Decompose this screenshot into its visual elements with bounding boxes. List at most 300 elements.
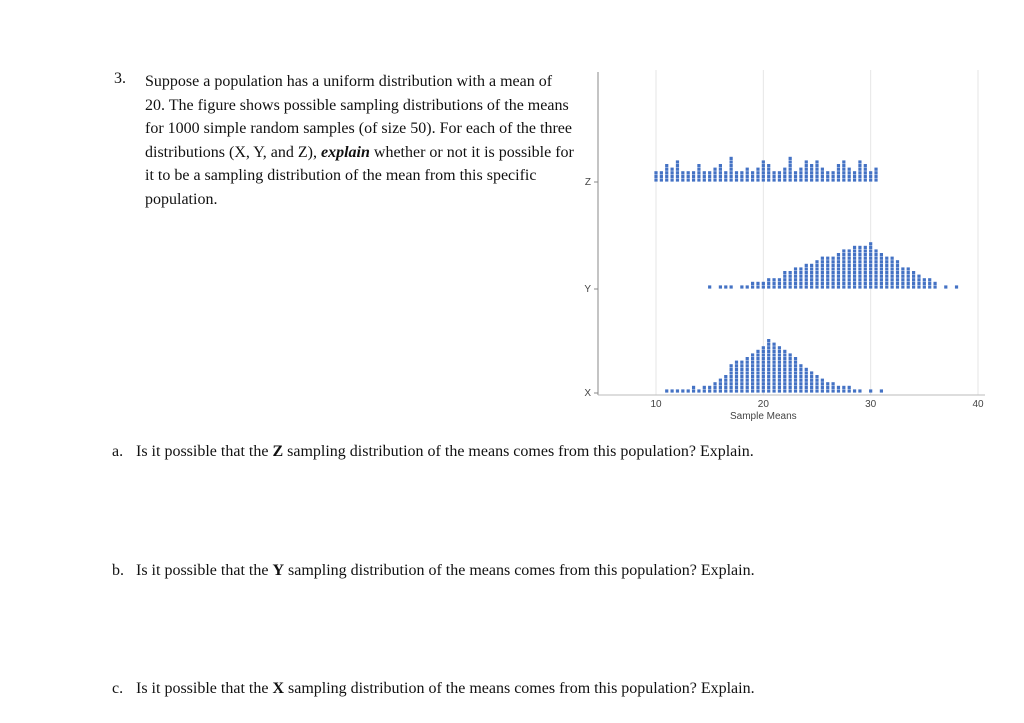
dot-Z bbox=[681, 175, 684, 178]
dot-Y bbox=[853, 257, 856, 260]
dot-Y bbox=[907, 282, 910, 285]
dot-X bbox=[687, 389, 690, 392]
dot-Y bbox=[880, 257, 883, 260]
dot-X bbox=[805, 368, 808, 371]
dot-X bbox=[799, 371, 802, 374]
dot-Y bbox=[858, 271, 861, 274]
dot-Z bbox=[778, 175, 781, 178]
dot-X bbox=[756, 368, 759, 371]
dot-X bbox=[746, 357, 749, 360]
dot-X bbox=[756, 361, 759, 364]
dot-Y bbox=[772, 282, 775, 285]
dot-X bbox=[762, 371, 765, 374]
dot-X bbox=[767, 389, 770, 392]
dot-Y bbox=[799, 285, 802, 288]
dot-Y bbox=[901, 271, 904, 274]
dot-X bbox=[832, 389, 835, 392]
dot-Y bbox=[907, 275, 910, 278]
dot-X bbox=[880, 389, 883, 392]
dot-Y bbox=[832, 285, 835, 288]
dot-Z bbox=[756, 168, 759, 171]
dot-X bbox=[746, 389, 749, 392]
dot-X bbox=[724, 386, 727, 389]
dot-Y bbox=[848, 282, 851, 285]
dot-Z bbox=[805, 171, 808, 174]
dot-Y bbox=[864, 285, 867, 288]
dot-X bbox=[772, 371, 775, 374]
dot-X bbox=[740, 368, 743, 371]
dot-X bbox=[740, 361, 743, 364]
dot-X bbox=[772, 364, 775, 367]
dot-Y bbox=[933, 285, 936, 288]
dot-Y bbox=[891, 264, 894, 267]
dot-Y bbox=[917, 285, 920, 288]
dot-Y bbox=[896, 285, 899, 288]
dot-Y bbox=[853, 253, 856, 256]
dot-X bbox=[794, 371, 797, 374]
dot-Z bbox=[815, 171, 818, 174]
dot-X bbox=[794, 386, 797, 389]
dot-X bbox=[842, 386, 845, 389]
dot-Y bbox=[794, 271, 797, 274]
dot-Y bbox=[832, 267, 835, 270]
dot-Y bbox=[746, 285, 749, 288]
dot-Y bbox=[832, 282, 835, 285]
dot-Y bbox=[815, 264, 818, 267]
dot-Y bbox=[880, 285, 883, 288]
dot-Z bbox=[762, 164, 765, 167]
dot-X bbox=[805, 386, 808, 389]
dot-Y bbox=[842, 275, 845, 278]
dot-X bbox=[713, 389, 716, 392]
dot-X bbox=[756, 357, 759, 360]
dot-Y bbox=[896, 278, 899, 281]
dot-X bbox=[772, 353, 775, 356]
dot-Y bbox=[869, 260, 872, 263]
dot-X bbox=[724, 382, 727, 385]
dot-X bbox=[794, 375, 797, 378]
dot-Y bbox=[789, 271, 792, 274]
part-c-post: sampling distribution of the means comes from this population? Explain. bbox=[284, 680, 755, 697]
dot-Y bbox=[730, 285, 733, 288]
dot-Z bbox=[665, 168, 668, 171]
dot-Z bbox=[767, 164, 770, 167]
dot-X bbox=[746, 379, 749, 382]
dot-Z bbox=[826, 175, 829, 178]
dot-X bbox=[837, 386, 840, 389]
dot-Y bbox=[826, 257, 829, 260]
dot-Y bbox=[853, 271, 856, 274]
dot-Z bbox=[821, 171, 824, 174]
dot-Y bbox=[778, 285, 781, 288]
dot-X bbox=[735, 375, 738, 378]
dot-Z bbox=[837, 168, 840, 171]
dot-Y bbox=[826, 271, 829, 274]
dot-X bbox=[821, 386, 824, 389]
dot-Y bbox=[837, 253, 840, 256]
dot-Z bbox=[697, 168, 700, 171]
dot-Z bbox=[735, 178, 738, 181]
dot-Z bbox=[665, 178, 668, 181]
dot-X bbox=[740, 379, 743, 382]
dot-Z bbox=[713, 171, 716, 174]
dot-Y bbox=[837, 257, 840, 260]
dot-X bbox=[762, 386, 765, 389]
dot-Z bbox=[730, 168, 733, 171]
dot-Y bbox=[832, 275, 835, 278]
dot-X bbox=[778, 346, 781, 349]
dot-Y bbox=[821, 282, 824, 285]
dot-X bbox=[778, 379, 781, 382]
dot-Y bbox=[848, 278, 851, 281]
dot-Z bbox=[832, 175, 835, 178]
dot-X bbox=[772, 361, 775, 364]
dot-Y bbox=[751, 285, 754, 288]
dot-Y bbox=[858, 246, 861, 249]
dot-Z bbox=[810, 175, 813, 178]
dot-X bbox=[703, 389, 706, 392]
dot-Z bbox=[789, 157, 792, 160]
dot-Y bbox=[869, 285, 872, 288]
question-text-emphasis: explain bbox=[321, 143, 370, 161]
dot-Z bbox=[772, 171, 775, 174]
dot-Y bbox=[885, 275, 888, 278]
dot-Y bbox=[821, 275, 824, 278]
dot-Z bbox=[719, 171, 722, 174]
y-label-X: X bbox=[584, 388, 591, 399]
part-a-var: Z bbox=[272, 443, 284, 460]
dot-Y bbox=[869, 257, 872, 260]
dot-Y bbox=[874, 260, 877, 263]
dot-Z bbox=[692, 178, 695, 181]
dot-X bbox=[799, 379, 802, 382]
dot-Y bbox=[783, 278, 786, 281]
dot-Y bbox=[783, 271, 786, 274]
dot-X bbox=[762, 346, 765, 349]
dot-Y bbox=[832, 260, 835, 263]
dot-Z bbox=[842, 164, 845, 167]
dot-Y bbox=[869, 278, 872, 281]
dot-Z bbox=[735, 175, 738, 178]
dot-Z bbox=[869, 175, 872, 178]
dot-Z bbox=[837, 175, 840, 178]
dot-Z bbox=[719, 175, 722, 178]
dot-Y bbox=[778, 278, 781, 281]
dot-Y bbox=[917, 275, 920, 278]
dot-Y bbox=[891, 260, 894, 263]
dot-Y bbox=[907, 271, 910, 274]
dot-X bbox=[762, 353, 765, 356]
part-b-letter: b. bbox=[112, 562, 124, 579]
dot-X bbox=[740, 382, 743, 385]
dot-Y bbox=[880, 271, 883, 274]
dot-Z bbox=[874, 175, 877, 178]
dot-Y bbox=[917, 278, 920, 281]
dot-Z bbox=[864, 164, 867, 167]
dot-X bbox=[740, 371, 743, 374]
x-tick-label-20: 20 bbox=[757, 399, 769, 410]
dot-Z bbox=[730, 157, 733, 160]
dot-Z bbox=[772, 178, 775, 181]
dot-Z bbox=[687, 171, 690, 174]
dot-Y bbox=[815, 260, 818, 263]
dot-Z bbox=[842, 160, 845, 163]
dot-Z bbox=[724, 175, 727, 178]
dot-X bbox=[751, 364, 754, 367]
dot-X bbox=[762, 357, 765, 360]
dot-Z bbox=[821, 175, 824, 178]
dot-X bbox=[832, 382, 835, 385]
dot-Y bbox=[853, 282, 856, 285]
dot-X bbox=[772, 346, 775, 349]
dot-Y bbox=[821, 278, 824, 281]
dot-Z bbox=[853, 178, 856, 181]
dot-Z bbox=[676, 171, 679, 174]
dot-Y bbox=[874, 278, 877, 281]
dot-Y bbox=[842, 260, 845, 263]
dot-Y bbox=[874, 275, 877, 278]
dot-X bbox=[783, 386, 786, 389]
dot-Y bbox=[805, 282, 808, 285]
dot-X bbox=[767, 382, 770, 385]
question-number: 3. bbox=[114, 70, 126, 87]
dot-Y bbox=[896, 264, 899, 267]
dot-Y bbox=[907, 285, 910, 288]
dot-X bbox=[724, 375, 727, 378]
dot-X bbox=[730, 386, 733, 389]
dot-X bbox=[794, 357, 797, 360]
dot-X bbox=[848, 389, 851, 392]
dot-X bbox=[778, 382, 781, 385]
dot-Z bbox=[687, 175, 690, 178]
dot-Y bbox=[864, 275, 867, 278]
dot-Z bbox=[864, 178, 867, 181]
dot-X bbox=[772, 375, 775, 378]
dot-Z bbox=[874, 168, 877, 171]
dot-Y bbox=[907, 278, 910, 281]
dot-Z bbox=[832, 171, 835, 174]
dot-Y bbox=[789, 278, 792, 281]
dot-Z bbox=[767, 175, 770, 178]
dot-X bbox=[730, 379, 733, 382]
part-c-pre: Is it possible that the bbox=[136, 680, 273, 697]
dot-Z bbox=[815, 178, 818, 181]
dot-Z bbox=[660, 175, 663, 178]
dot-Z bbox=[713, 178, 716, 181]
dot-Y bbox=[923, 282, 926, 285]
dot-Y bbox=[751, 282, 754, 285]
part-b-pre: Is it possible that the bbox=[136, 562, 273, 579]
dot-Y bbox=[810, 285, 813, 288]
dot-Y bbox=[799, 278, 802, 281]
dot-Z bbox=[671, 175, 674, 178]
dot-Y bbox=[767, 282, 770, 285]
dot-Z bbox=[874, 178, 877, 181]
dot-Y bbox=[858, 267, 861, 270]
dot-X bbox=[735, 386, 738, 389]
dot-Y bbox=[842, 249, 845, 252]
dot-Y bbox=[848, 271, 851, 274]
dot-Y bbox=[719, 285, 722, 288]
dot-Y bbox=[928, 278, 931, 281]
dot-X bbox=[783, 368, 786, 371]
dot-Y bbox=[874, 249, 877, 252]
dot-Y bbox=[848, 275, 851, 278]
dot-Z bbox=[842, 168, 845, 171]
dot-Y bbox=[826, 285, 829, 288]
dot-Y bbox=[815, 267, 818, 270]
dot-Z bbox=[778, 171, 781, 174]
dot-Y bbox=[885, 282, 888, 285]
dot-X bbox=[789, 386, 792, 389]
dot-Y bbox=[821, 271, 824, 274]
dot-X bbox=[713, 382, 716, 385]
dot-X bbox=[783, 389, 786, 392]
dot-X bbox=[848, 386, 851, 389]
dot-Y bbox=[869, 249, 872, 252]
dot-Z bbox=[703, 175, 706, 178]
dot-Z bbox=[730, 178, 733, 181]
dot-Z bbox=[848, 175, 851, 178]
question-text-1: Suppose a population has a uniform distribution with a mean of 20. The figure shows possible sampling distributions of the means for 1000 simple random samples (of size 50). For each of the three distributions (X, Y, and Z), bbox=[145, 73, 572, 161]
dot-X bbox=[762, 379, 765, 382]
dot-Y bbox=[848, 249, 851, 252]
dot-Y bbox=[858, 278, 861, 281]
dot-Z bbox=[740, 175, 743, 178]
dot-X bbox=[692, 389, 695, 392]
dot-Y bbox=[917, 282, 920, 285]
dot-Z bbox=[724, 171, 727, 174]
dot-Z bbox=[676, 160, 679, 163]
dot-Y bbox=[837, 282, 840, 285]
dot-Z bbox=[708, 175, 711, 178]
dot-Z bbox=[756, 171, 759, 174]
dot-Y bbox=[885, 278, 888, 281]
dot-X bbox=[697, 389, 700, 392]
dot-X bbox=[799, 382, 802, 385]
dot-Z bbox=[853, 175, 856, 178]
dot-X bbox=[730, 382, 733, 385]
dot-Z bbox=[815, 175, 818, 178]
dot-X bbox=[735, 389, 738, 392]
dot-Z bbox=[805, 168, 808, 171]
dot-X bbox=[783, 379, 786, 382]
dot-Z bbox=[767, 178, 770, 181]
dot-X bbox=[730, 375, 733, 378]
dot-X bbox=[815, 389, 818, 392]
dot-Z bbox=[751, 175, 754, 178]
dot-Y bbox=[864, 249, 867, 252]
part-b-post: sampling distribution of the means comes from this population? Explain. bbox=[284, 562, 755, 579]
dot-X bbox=[767, 364, 770, 367]
dot-Z bbox=[692, 175, 695, 178]
dot-X bbox=[767, 343, 770, 346]
dot-Y bbox=[810, 275, 813, 278]
dot-Z bbox=[858, 168, 861, 171]
dot-X bbox=[794, 361, 797, 364]
dot-Y bbox=[869, 246, 872, 249]
x-tick-label-10: 10 bbox=[650, 399, 662, 410]
dot-Y bbox=[832, 278, 835, 281]
dot-Y bbox=[896, 275, 899, 278]
question-text-2: whether or not it is possible for it to be a sampling distribution of the mean from this specific population. bbox=[145, 143, 574, 208]
dot-Y bbox=[815, 282, 818, 285]
dot-Y bbox=[821, 285, 824, 288]
dot-Y bbox=[848, 285, 851, 288]
dot-X bbox=[740, 386, 743, 389]
dot-X bbox=[853, 389, 856, 392]
dot-Y bbox=[762, 282, 765, 285]
dot-Z bbox=[676, 168, 679, 171]
dot-Y bbox=[842, 271, 845, 274]
dot-Y bbox=[896, 267, 899, 270]
dot-Z bbox=[864, 168, 867, 171]
dot-Z bbox=[821, 178, 824, 181]
dot-Z bbox=[815, 160, 818, 163]
dot-Y bbox=[794, 282, 797, 285]
part-b-var: Y bbox=[272, 562, 284, 579]
dot-Z bbox=[654, 171, 657, 174]
dot-X bbox=[713, 386, 716, 389]
dot-X bbox=[858, 389, 861, 392]
dot-Y bbox=[880, 260, 883, 263]
dot-Y bbox=[874, 257, 877, 260]
dot-Z bbox=[676, 178, 679, 181]
dot-Y bbox=[901, 282, 904, 285]
dot-Z bbox=[676, 175, 679, 178]
dot-Y bbox=[853, 249, 856, 252]
dot-X bbox=[746, 361, 749, 364]
dot-X bbox=[772, 386, 775, 389]
dot-X bbox=[794, 364, 797, 367]
dot-Z bbox=[762, 168, 765, 171]
dot-Y bbox=[789, 285, 792, 288]
dot-Y bbox=[858, 285, 861, 288]
dot-X bbox=[778, 371, 781, 374]
dot-Z bbox=[842, 178, 845, 181]
dot-X bbox=[772, 382, 775, 385]
dot-X bbox=[815, 386, 818, 389]
dot-Y bbox=[848, 257, 851, 260]
dot-X bbox=[735, 382, 738, 385]
dot-X bbox=[762, 361, 765, 364]
dot-Z bbox=[789, 164, 792, 167]
part-c bbox=[112, 680, 755, 698]
dot-X bbox=[756, 353, 759, 356]
dot-Y bbox=[794, 275, 797, 278]
dot-X bbox=[735, 364, 738, 367]
dot-X bbox=[821, 379, 824, 382]
dot-Y bbox=[923, 278, 926, 281]
dot-Z bbox=[783, 168, 786, 171]
dot-Y bbox=[864, 253, 867, 256]
dot-Z bbox=[772, 175, 775, 178]
dot-Z bbox=[740, 171, 743, 174]
dot-Z bbox=[665, 171, 668, 174]
dot-Y bbox=[805, 264, 808, 267]
dot-Z bbox=[805, 160, 808, 163]
dot-Y bbox=[805, 275, 808, 278]
dot-Z bbox=[665, 164, 668, 167]
dot-Z bbox=[858, 175, 861, 178]
dot-X bbox=[789, 389, 792, 392]
dot-Z bbox=[671, 171, 674, 174]
dot-X bbox=[794, 379, 797, 382]
dot-Y bbox=[837, 278, 840, 281]
dot-Z bbox=[708, 178, 711, 181]
dot-Z bbox=[687, 178, 690, 181]
dot-X bbox=[815, 375, 818, 378]
